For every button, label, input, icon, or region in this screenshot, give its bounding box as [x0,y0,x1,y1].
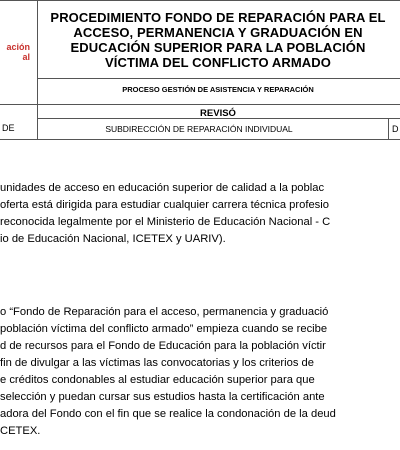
reviso-header: REVISÓ [200,108,236,119]
title-line: VÍCTIMA DEL CONFLICTO ARMADO [105,55,331,70]
table-divider-logo [37,0,38,140]
paragraph-line: fin de divulgar a las víctimas las convocatorias y los criterios de [0,357,315,369]
title-line: PROCEDIMIENTO FONDO DE REPARACIÓN PARA EL [50,10,386,25]
paragraph-line: CETEX. [0,425,41,437]
table-border-bottom [0,139,400,140]
table-border-top [0,0,400,1]
title-line: ACCESO, PERMANENCIA Y GRADUACIÓN EN [73,25,363,40]
title-line: EDUCACIÓN SUPERIOR PARA LA POBLACIÓN [70,40,366,55]
document-title [39,10,397,70]
paragraph-line: adora del Fondo con el fin que se realice la condonación de la deud [0,408,336,420]
paragraph-line: o “Fondo de Reparación para el acceso, permanencia y graduació [0,306,329,318]
logo-text-line: al [22,52,30,62]
logo-text-line: ación [6,42,30,52]
table-divider-title [37,78,400,79]
paragraph-line: d de recursos para el Fondo de Educación para la población víctir [0,340,326,352]
paragraph-line: selección y puedan cursar sus estudios hasta la certificación ante [0,391,325,403]
process-name: PROCESO GESTIÓN DE ASISTENCIA Y REPARACIÓN [122,85,314,94]
document-header-table [0,0,400,134]
paragraph-line: oferta está dirigida para estudiar cualquier carrera técnica profesio [0,199,329,211]
table-divider-right [388,118,389,139]
left-cell-text: DE [2,123,15,133]
paragraph-line: e créditos condonables al estudiar educación superior para que [0,374,315,386]
table-divider-process [0,104,400,105]
institution-logo [0,42,30,62]
paragraph-line: io de Educación Nacional, ICETEX y UARIV). [0,233,226,245]
paragraph-line: reconocida legalmente por el Ministerio de Educación Nacional - C [0,216,331,228]
paragraph-line: unidades de acceso en educación superior de calidad a la poblac [0,182,325,194]
paragraph-line: población víctima del conflicto armado” empieza cuando se recibe [0,323,328,335]
reviewer-name: SUBDIRECCIÓN DE REPARACIÓN INDIVIDUAL [105,124,293,134]
right-cell-text: D [392,124,399,134]
